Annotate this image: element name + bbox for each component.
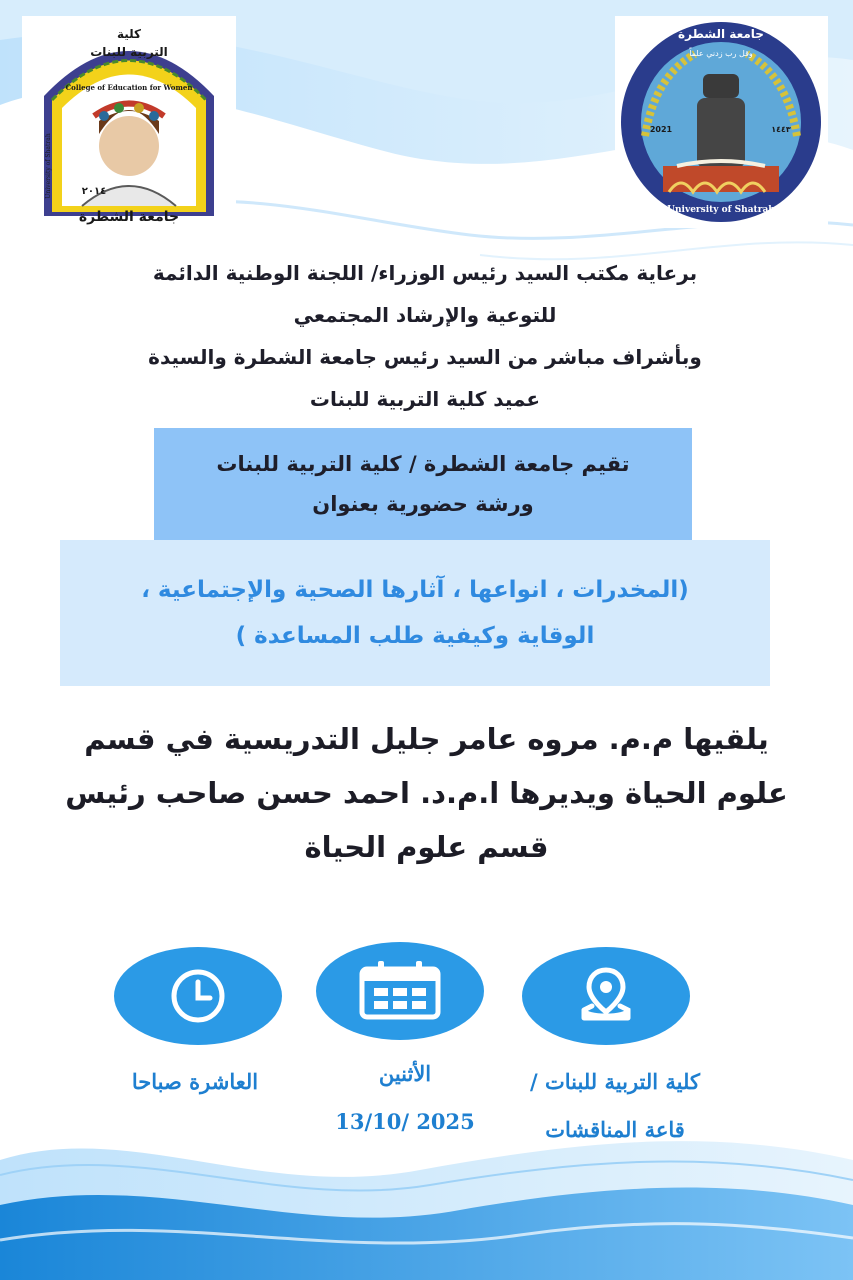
workshop-title-banner xyxy=(60,540,770,686)
host-line-1: تقيم جامعة الشطرة / كلية التربية للبنات xyxy=(216,452,630,476)
logo-right-year-left: 2021 xyxy=(649,125,673,134)
patronage-line-4: عميد كلية التربية للبنات xyxy=(309,387,541,411)
logo-left-title1: كلية xyxy=(116,27,142,41)
patronage-text xyxy=(60,252,790,420)
logo-left-english: College of Education for Women xyxy=(65,83,193,92)
logo-left-bottom-ar: جامعة الشطرة xyxy=(78,209,180,225)
patronage-line-1: برعاية مكتب السيد رئيس الوزراء/ اللجنة الوطنية الدائمة xyxy=(152,261,698,285)
logo-left-side-en: University of Shatrah xyxy=(45,133,52,199)
time-text: العاشرة صباحا xyxy=(131,1069,259,1094)
host-line-2: ورشة حضورية بعنوان xyxy=(312,492,534,516)
location-pin-icon xyxy=(576,966,636,1026)
workshop-title-line-2: الوقاية وكيفية طلب المساعدة ) xyxy=(235,623,595,649)
location-badge xyxy=(522,947,690,1045)
calendar-icon xyxy=(358,961,442,1021)
college-logo xyxy=(22,16,236,228)
location-line-1: كلية التربية للبنات / xyxy=(530,1069,700,1094)
patronage-line-3: وبأشراف مباشر من السيد رئيس جامعة الشطرة والسيدة xyxy=(148,345,702,369)
speaker-line-3: قسم علوم الحياة xyxy=(304,830,549,864)
time-info xyxy=(80,1058,310,1106)
logo-left-year: ٢٠١٤ xyxy=(81,186,107,197)
speaker-text xyxy=(40,712,813,874)
date-info xyxy=(290,1050,520,1146)
date-day: الأثنين xyxy=(378,1061,432,1086)
patronage-line-2: للتوعية والإرشاد المجتمعي xyxy=(293,303,557,327)
clock-badge xyxy=(114,947,282,1045)
location-line-2: قاعة المناقشات xyxy=(545,1117,685,1142)
host-banner xyxy=(154,428,692,540)
logo-right-bottom-en: University of Shatrah xyxy=(667,205,775,215)
clock-icon xyxy=(168,966,228,1026)
speaker-line-1: يلقيها م.م. مروه عامر جليل التدريسية في قسم xyxy=(84,722,769,756)
date-value: 13/10/ 2025 xyxy=(335,1109,475,1134)
calendar-badge xyxy=(316,942,484,1040)
speaker-line-2: علوم الحياة ويديرها ا.م.د. احمد حسن صاحب رئيس xyxy=(65,776,788,810)
university-logo xyxy=(615,16,828,228)
logo-left-title2: التربية للبنات xyxy=(90,45,168,59)
logo-right-year-right: ١٤٤٣ xyxy=(771,125,791,134)
location-info xyxy=(490,1058,740,1154)
logo-right-top-ar: جامعة الشطرة xyxy=(678,27,764,41)
logo-right-motto: وقل رب زدني علماً xyxy=(689,49,753,58)
workshop-title-line-1: (المخدرات ، انواعها ، آثارها الصحية والإجتماعية ، xyxy=(141,577,689,603)
